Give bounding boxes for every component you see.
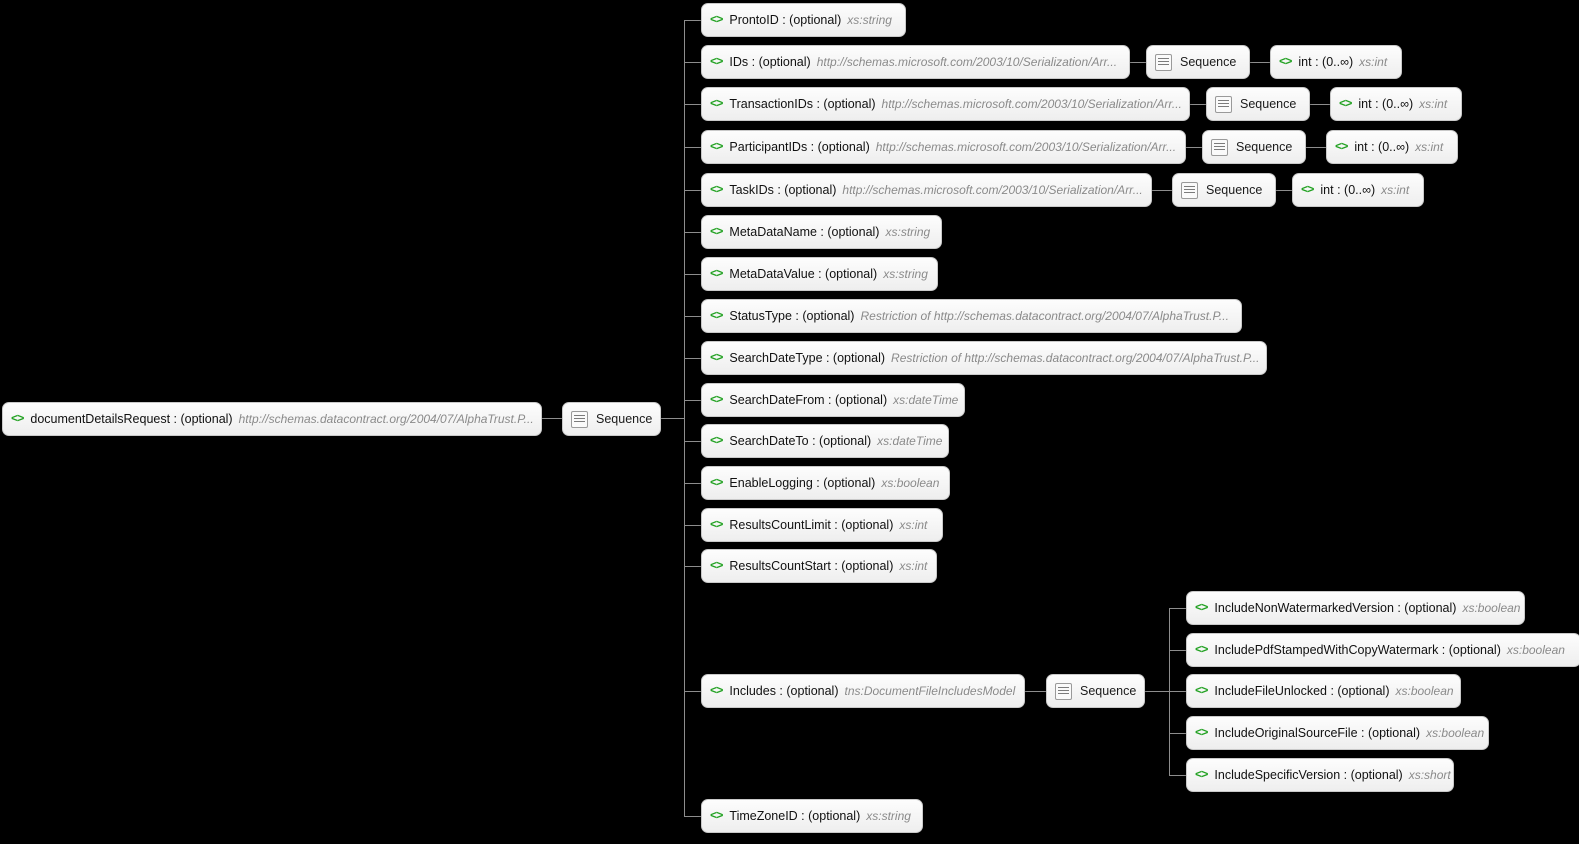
element-icon: <> xyxy=(710,267,723,281)
connector xyxy=(684,525,701,526)
node-prontoid[interactable] xyxy=(701,3,906,37)
node-transactionids-int[interactable] xyxy=(1330,87,1462,121)
node-label: IncludeOriginalSourceFile : (optional) xyxy=(1214,726,1421,740)
node-label: SearchDateFrom : (optional) xyxy=(729,393,888,407)
element-icon: <> xyxy=(710,518,723,532)
sequence-label: Sequence xyxy=(1206,183,1263,197)
element-icon: <> xyxy=(710,351,723,365)
connector xyxy=(684,441,701,442)
node-sequence-includes[interactable] xyxy=(1046,674,1145,708)
sequence-icon xyxy=(1181,182,1198,199)
node-participantids-int[interactable] xyxy=(1326,130,1458,164)
element-icon: <> xyxy=(710,559,723,573)
element-icon: <> xyxy=(1301,183,1314,197)
sequence-icon xyxy=(1055,683,1072,700)
element-icon: <> xyxy=(710,183,723,197)
node-searchdatetype[interactable] xyxy=(701,341,1267,375)
node-type: xs:string xyxy=(883,267,928,281)
node-type: xs:string xyxy=(866,809,911,823)
node-label: StatusType : (optional) xyxy=(729,309,855,323)
node-type: xs:int xyxy=(1415,140,1444,154)
node-includefileunlocked[interactable] xyxy=(1186,674,1461,708)
element-icon: <> xyxy=(710,55,723,69)
node-includenonwatermarkedversion[interactable] xyxy=(1186,591,1525,625)
element-icon: <> xyxy=(11,412,24,426)
connector xyxy=(684,483,701,484)
node-participantids[interactable] xyxy=(701,130,1186,164)
node-type: xs:boolean xyxy=(1506,643,1565,657)
node-label: ResultsCountStart : (optional) xyxy=(729,559,894,573)
node-taskids-int[interactable] xyxy=(1292,173,1424,207)
node-enablelogging[interactable] xyxy=(701,466,950,500)
node-label: MetaDataName : (optional) xyxy=(729,225,880,239)
element-icon: <> xyxy=(710,225,723,239)
element-icon: <> xyxy=(1279,55,1292,69)
connector xyxy=(684,358,701,359)
sequence-icon xyxy=(1215,96,1232,113)
node-label: int : (0..∞) xyxy=(1320,183,1376,197)
node-label: int : (0..∞) xyxy=(1358,97,1414,111)
node-searchdateto[interactable] xyxy=(701,424,949,458)
node-type: Restriction of http://schemas.datacontract.org/2004/07/AlphaTrust.P... xyxy=(860,309,1229,323)
element-icon: <> xyxy=(1195,768,1208,782)
connector xyxy=(684,104,701,105)
element-icon: <> xyxy=(1335,140,1348,154)
node-label: Includes : (optional) xyxy=(729,684,839,698)
connector xyxy=(1169,608,1186,609)
node-includes[interactable] xyxy=(701,674,1025,708)
node-type: xs:string xyxy=(885,225,931,239)
node-label: int : (0..∞) xyxy=(1298,55,1354,69)
element-icon: <> xyxy=(710,809,723,823)
node-label: SearchDateTo : (optional) xyxy=(729,434,872,448)
element-icon: <> xyxy=(1195,726,1208,740)
node-type: xs:int xyxy=(1359,55,1388,69)
node-label: IncludePdfStampedWithCopyWatermark : (optional) xyxy=(1214,643,1501,657)
element-icon: <> xyxy=(710,97,723,111)
element-icon: <> xyxy=(1195,601,1208,615)
connector xyxy=(684,400,701,401)
element-icon: <> xyxy=(710,684,723,698)
node-type: tns:DocumentFileIncludesModel xyxy=(844,684,1016,698)
node-type: xs:boolean xyxy=(1395,684,1454,698)
connector xyxy=(1169,650,1186,651)
node-label: EnableLogging : (optional) xyxy=(729,476,876,490)
element-icon: <> xyxy=(710,434,723,448)
node-label: IDs : (optional) xyxy=(729,55,811,69)
node-type: xs:int xyxy=(899,518,928,532)
node-includeoriginalsourcefile[interactable] xyxy=(1186,716,1489,750)
node-type: http://schemas.datacontract.org/2004/07/AlphaTrust.P... xyxy=(238,412,534,426)
node-label: ResultsCountLimit : (optional) xyxy=(729,518,894,532)
node-metadatavalue[interactable] xyxy=(701,257,938,291)
sequence-label: Sequence xyxy=(596,412,653,426)
connector xyxy=(660,418,684,419)
node-label: MetaDataValue : (optional) xyxy=(729,267,878,281)
connector xyxy=(684,232,701,233)
node-transactionids[interactable] xyxy=(701,87,1190,121)
node-type: xs:int xyxy=(899,559,928,573)
node-label: ParticipantIDs : (optional) xyxy=(729,140,870,154)
element-icon: <> xyxy=(1339,97,1352,111)
node-timezoneid[interactable] xyxy=(701,799,923,833)
element-icon: <> xyxy=(710,13,723,27)
element-icon: <> xyxy=(710,140,723,154)
connector xyxy=(684,691,701,692)
node-type: xs:dateTime xyxy=(893,393,959,407)
connector xyxy=(684,316,701,317)
element-icon: <> xyxy=(1195,643,1208,657)
node-document-details-request[interactable] xyxy=(2,402,542,436)
node-sequence-root[interactable] xyxy=(562,402,661,436)
connector-trunk xyxy=(684,20,685,817)
connector xyxy=(1144,691,1169,692)
connector xyxy=(684,147,701,148)
node-type: http://schemas.microsoft.com/2003/10/Serialization/Arr... xyxy=(881,97,1182,111)
connector xyxy=(684,274,701,275)
node-label: ProntoID : (optional) xyxy=(729,13,842,27)
sequence-label: Sequence xyxy=(1236,140,1293,154)
node-resultscountlimit[interactable] xyxy=(701,508,943,542)
node-sequence-taskids[interactable] xyxy=(1172,173,1276,207)
node-type: xs:boolean xyxy=(881,476,940,490)
node-type: xs:dateTime xyxy=(877,434,943,448)
element-icon: <> xyxy=(710,393,723,407)
element-icon: <> xyxy=(710,476,723,490)
node-label: TimeZoneID : (optional) xyxy=(729,809,861,823)
node-label: IncludeNonWatermarkedVersion : (optional) xyxy=(1214,601,1457,615)
node-type: xs:boolean xyxy=(1426,726,1485,740)
node-includespecificversion[interactable] xyxy=(1186,758,1454,792)
node-taskids[interactable] xyxy=(701,173,1152,207)
node-includepdfstampedwithcopywatermark[interactable] xyxy=(1186,633,1579,667)
sequence-label: Sequence xyxy=(1180,55,1237,69)
node-searchdatefrom[interactable] xyxy=(701,383,965,417)
node-ids[interactable] xyxy=(701,45,1130,79)
node-label: TransactionIDs : (optional) xyxy=(729,97,876,111)
connector xyxy=(684,62,701,63)
sequence-label: Sequence xyxy=(1240,97,1297,111)
node-type: xs:int xyxy=(1419,97,1448,111)
node-label: int : (0..∞) xyxy=(1354,140,1410,154)
connector xyxy=(1169,691,1186,692)
connector xyxy=(1169,733,1186,734)
connector xyxy=(1152,190,1172,191)
connector xyxy=(1169,775,1186,776)
element-icon: <> xyxy=(1195,684,1208,698)
connector xyxy=(1025,691,1046,692)
node-type: xs:short xyxy=(1408,768,1451,782)
node-sequence-ids[interactable] xyxy=(1146,45,1250,79)
node-label: IncludeFileUnlocked : (optional) xyxy=(1214,684,1390,698)
node-resultscountstart[interactable] xyxy=(701,549,937,583)
node-metadataname[interactable] xyxy=(701,215,942,249)
connector xyxy=(684,190,701,191)
sequence-label: Sequence xyxy=(1080,684,1137,698)
node-label: IncludeSpecificVersion : (optional) xyxy=(1214,768,1403,782)
connector xyxy=(684,20,701,21)
node-sequence-transactionids[interactable] xyxy=(1206,87,1310,121)
sequence-icon xyxy=(571,411,588,428)
node-label: documentDetailsRequest : (optional) xyxy=(30,412,233,426)
node-type: http://schemas.microsoft.com/2003/10/Serialization/Arr... xyxy=(842,183,1143,197)
node-type: http://schemas.microsoft.com/2003/10/Serialization/Arr... xyxy=(875,140,1177,154)
node-type: xs:boolean xyxy=(1462,601,1521,615)
sequence-icon xyxy=(1155,54,1172,71)
node-type: xs:int xyxy=(1381,183,1410,197)
node-label: SearchDateType : (optional) xyxy=(729,351,886,365)
connector xyxy=(684,566,701,567)
sequence-icon xyxy=(1211,139,1228,156)
node-ids-int[interactable] xyxy=(1270,45,1402,79)
connector xyxy=(684,816,701,817)
node-type: http://schemas.microsoft.com/2003/10/Serialization/Arr... xyxy=(816,55,1118,69)
node-type: Restriction of http://schemas.datacontract.org/2004/07/AlphaTrust.P... xyxy=(891,351,1260,365)
node-statustype[interactable] xyxy=(701,299,1242,333)
element-icon: <> xyxy=(710,309,723,323)
node-type: xs:string xyxy=(847,13,892,27)
node-sequence-participantids[interactable] xyxy=(1202,130,1306,164)
node-label: TaskIDs : (optional) xyxy=(729,183,837,197)
connector xyxy=(541,418,562,419)
